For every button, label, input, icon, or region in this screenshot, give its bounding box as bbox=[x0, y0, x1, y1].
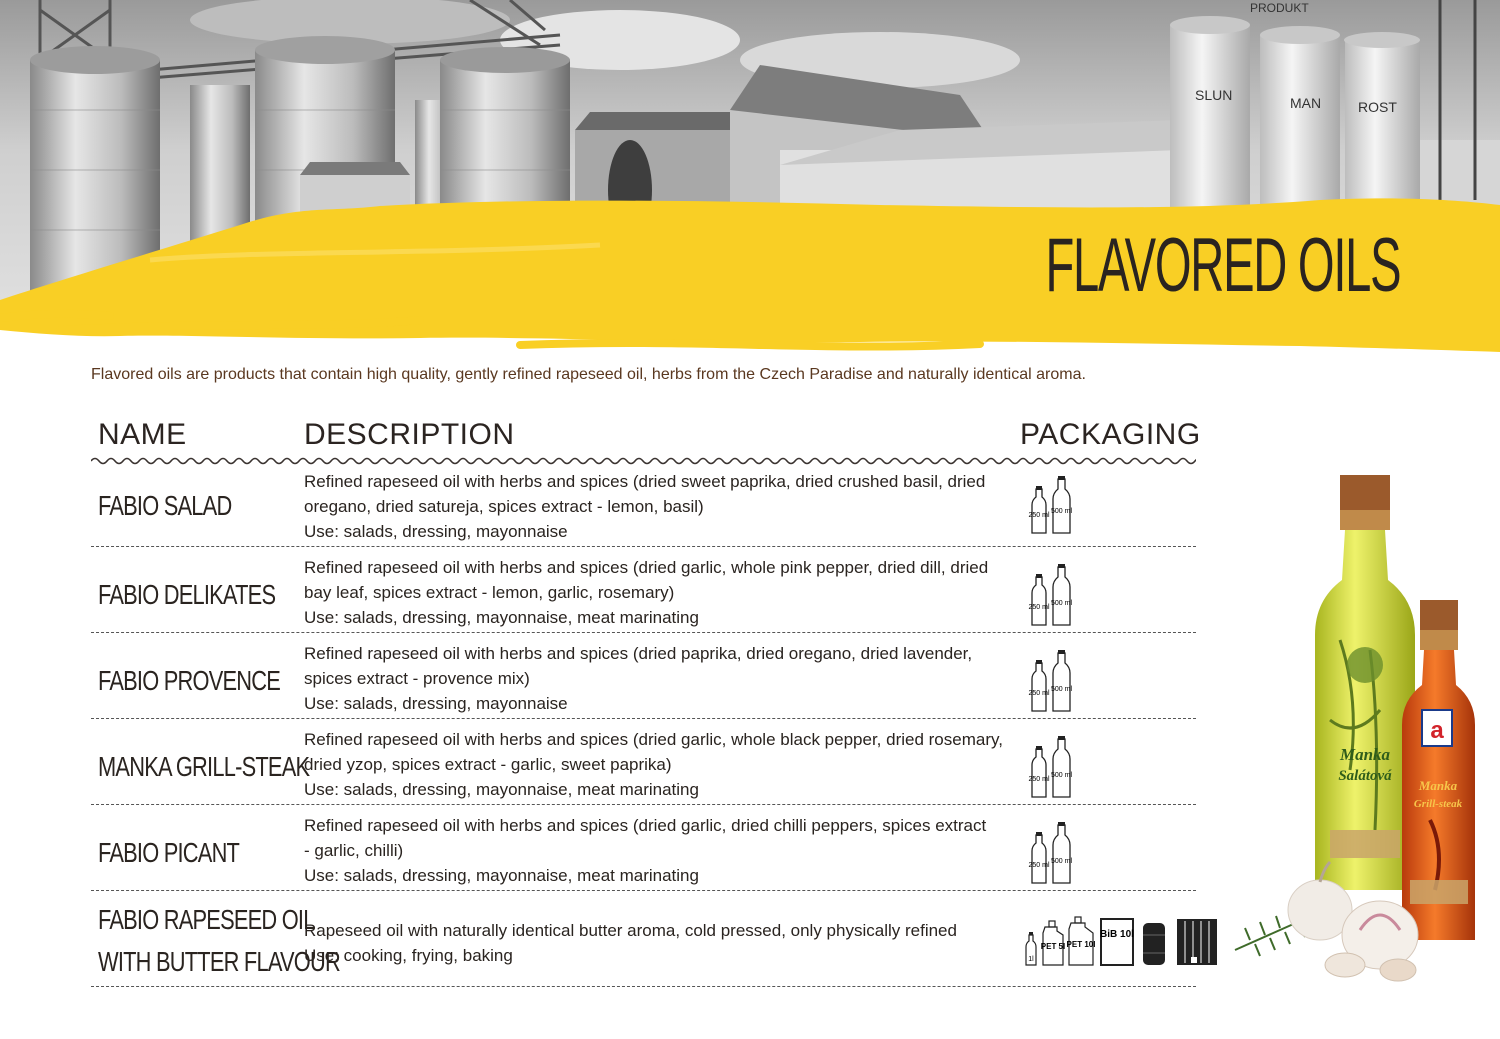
product-bottles-illustration bbox=[1230, 470, 1500, 1000]
product-description: Refined rapeseed oil with herbs and spices (dried garlic, whole pink pepper, dried dill, dried bay leaf, spices extract - lemon, garlic, rosemary) Use: salads, dressing, mayonnaise, meat marinating bbox=[304, 558, 989, 627]
svg-text:250 ml: 250 ml bbox=[1028, 862, 1050, 869]
packaging-icons bbox=[1026, 645, 1086, 715]
bottle-icon bbox=[1028, 660, 1049, 711]
product-name: FABIO PICANT bbox=[98, 837, 240, 868]
silo-label-2: MAN bbox=[1290, 95, 1322, 111]
svg-text:a: a bbox=[1430, 717, 1444, 744]
svg-text:Grill-steak: Grill-steak bbox=[1413, 798, 1463, 810]
bottle-icon bbox=[1051, 736, 1072, 797]
packaging-icons bbox=[1026, 817, 1086, 887]
table-row bbox=[91, 805, 1196, 891]
header-name: NAME bbox=[98, 418, 187, 451]
svg-text:PET 10l: PET 10l bbox=[1066, 940, 1096, 949]
header-packaging: PACKAGING bbox=[1020, 418, 1201, 451]
ibc-container-icon bbox=[1177, 919, 1217, 965]
svg-text:Salátová: Salátová bbox=[1338, 768, 1392, 784]
bottle-icon bbox=[1028, 486, 1049, 533]
svg-text:BiB 10l: BiB 10l bbox=[1100, 929, 1134, 940]
svg-text:Manka: Manka bbox=[1339, 745, 1391, 764]
svg-text:250 ml: 250 ml bbox=[1028, 776, 1050, 783]
pet-canister-10l-icon bbox=[1067, 917, 1096, 965]
silo-label-3: ROST bbox=[1358, 99, 1397, 115]
barrel-icon bbox=[1143, 923, 1165, 965]
packaging-icons bbox=[1026, 471, 1086, 541]
factory-signage: PRODUKT bbox=[1250, 1, 1309, 15]
bottle-salatova bbox=[1315, 475, 1415, 890]
product-description: Refined rapeseed oil with herbs and spices (dried paprika, dried oregano, dried lavender, spices extract - provence mix) Use: salads, dressing, mayonnaise bbox=[304, 644, 973, 713]
product-description: Refined rapeseed oil with herbs and spices (dried garlic, dried chilli peppers, spices extract - garlic, chilli) Use: salads, dressing, mayonnaise, meat marinating bbox=[304, 816, 987, 885]
product-name: FABIO RAPESEED OIL WITH BUTTER FLAVOUR bbox=[98, 904, 341, 977]
header-description: DESCRIPTION bbox=[304, 418, 515, 451]
bottle-icon bbox=[1051, 476, 1072, 533]
bag-in-box-icon bbox=[1100, 919, 1134, 965]
product-description: Refined rapeseed oil with herbs and spices (dried sweet paprika, dried crushed basil, dried oregano, dried satureja, spices extract - lemon, basil) Use: salads, dressing, mayonnaise bbox=[304, 472, 986, 541]
bottle-icon bbox=[1028, 574, 1049, 625]
packaging-icons bbox=[1021, 913, 1236, 973]
svg-text:500 ml: 500 ml bbox=[1050, 772, 1073, 779]
table-row bbox=[91, 891, 1196, 987]
packaging-icons bbox=[1026, 731, 1086, 801]
svg-text:500 ml: 500 ml bbox=[1050, 508, 1073, 515]
intro-text: Flavored oils are products that contain high quality, gently refined rapeseed oil, herbs from the Czech Paradise and naturally identical aroma. bbox=[91, 366, 1086, 383]
svg-text:500 ml: 500 ml bbox=[1050, 686, 1073, 693]
bottle-icon bbox=[1051, 650, 1072, 711]
table-row bbox=[91, 719, 1196, 805]
page-title: FLAVORED OILS bbox=[1045, 223, 1400, 308]
bottle-icon bbox=[1028, 746, 1049, 797]
product-name: FABIO SALAD bbox=[98, 490, 232, 521]
product-name: MANKA GRILL-STEAK bbox=[98, 751, 310, 782]
product-name: FABIO DELIKATES bbox=[98, 579, 276, 610]
svg-text:250 ml: 250 ml bbox=[1028, 512, 1050, 519]
svg-text:250 ml: 250 ml bbox=[1028, 604, 1050, 611]
bottle-icon bbox=[1051, 564, 1072, 625]
product-description: Refined rapeseed oil with herbs and spices (dried garlic, whole black pepper, dried rosemary, dried yzop, spices extract - garlic, sweet paprika) Use: salads, dressing, mayonnaise, meat marinating bbox=[304, 730, 1003, 799]
packaging-icons bbox=[1026, 559, 1086, 629]
svg-text:250 ml: 250 ml bbox=[1028, 690, 1050, 697]
table-row bbox=[91, 633, 1196, 719]
small-bottle-icon bbox=[1026, 932, 1036, 965]
bottle-icon bbox=[1051, 822, 1072, 883]
svg-text:Manka: Manka bbox=[1418, 778, 1458, 793]
table-row bbox=[91, 547, 1196, 633]
table-row bbox=[91, 466, 1196, 547]
product-name: FABIO PROVENCE bbox=[98, 665, 281, 696]
svg-text:PET 5l: PET 5l bbox=[1040, 942, 1066, 951]
svg-text:500 ml: 500 ml bbox=[1050, 858, 1073, 865]
pet-canister-5l-icon bbox=[1041, 921, 1065, 965]
svg-text:500 ml: 500 ml bbox=[1050, 600, 1073, 607]
product-description: Rapeseed oil with naturally identical butter aroma, cold pressed, only physically refined Use: cooking, frying, baking bbox=[304, 921, 957, 965]
svg-text:1l: 1l bbox=[1028, 956, 1034, 963]
bottle-icon bbox=[1028, 832, 1049, 883]
silo-label-1: SLUN bbox=[1195, 87, 1233, 103]
